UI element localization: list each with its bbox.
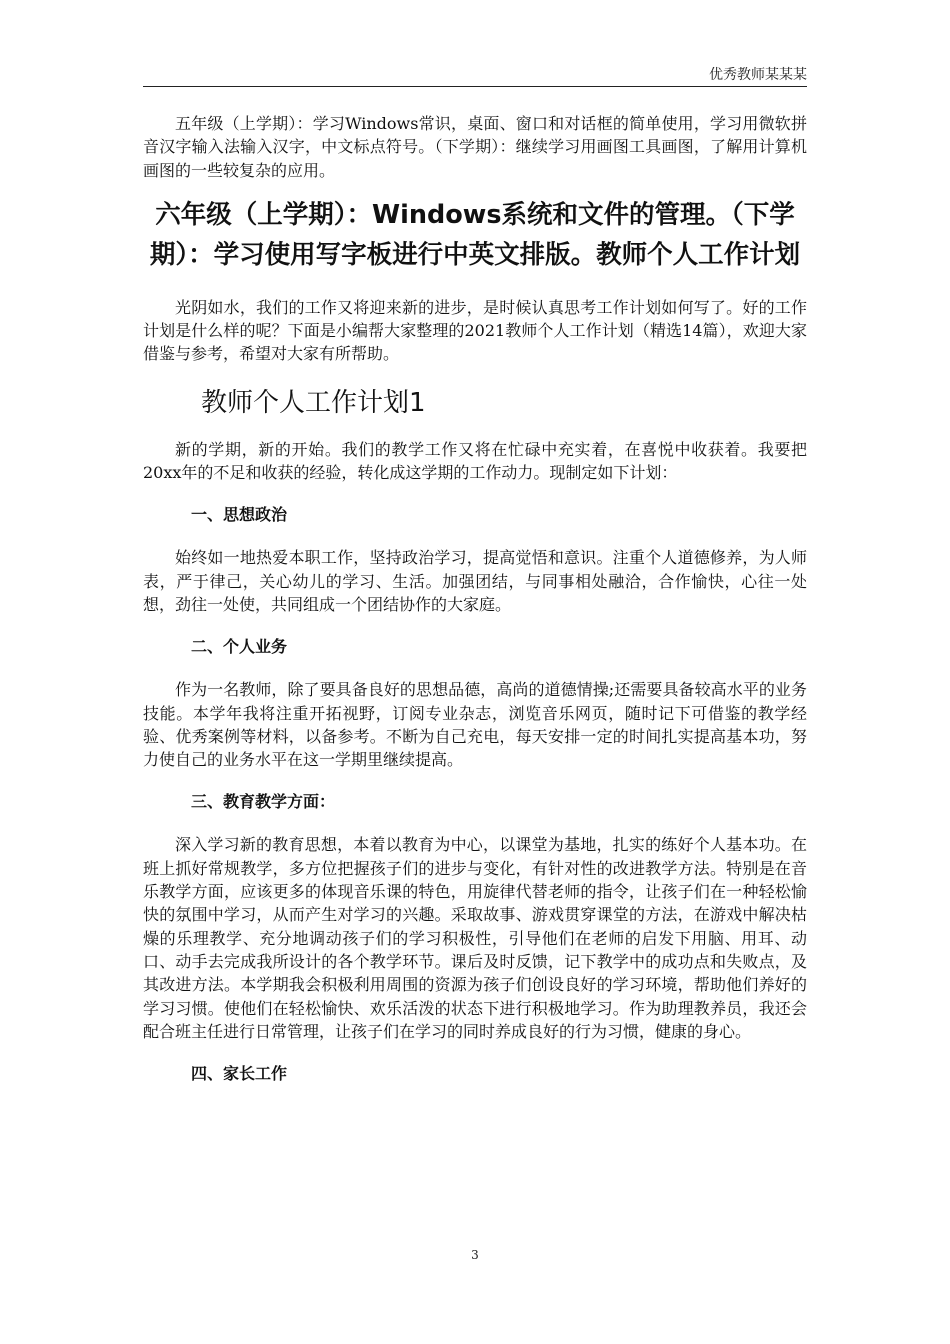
subheading-parents: 四、家长工作 xyxy=(191,1064,288,1084)
section-title: 教师个人工作计划1 xyxy=(201,387,426,418)
subheading-business: 二、个人业务 xyxy=(191,637,288,657)
subheading-politics: 一、思想政治 xyxy=(191,505,288,525)
paragraph-grade-five: 五年级（上学期）：学习Windows常识，桌面、窗口和对话框的简单使用，学习用微软拼音汉字输入法输入汉字，中文标点符号。（下学期）：继续学习用画图工具画图，了解用计算机画图的一些较复杂的应用。 xyxy=(143,114,807,180)
main-heading xyxy=(143,195,807,275)
paragraph-intro: 光阴如水，我们的工作又将迎来新的进步，是时候认真思考工作计划如何写了。好的工作计划是什么样的呢？下面是小编帮大家整理的2021教师个人工作计划（精选14篇），欢迎大家借鉴与参考，希望对大家有所帮助。 xyxy=(143,297,807,364)
subheading-teaching: 三、教育教学方面： xyxy=(191,792,336,812)
page-header xyxy=(143,64,807,87)
paragraph-business: 作为一名教师，除了要具备良好的思想品德，高尚的道德情操;还需要具备较高水平的业务技能。本学年我将注重开拓视野，订阅专业杂志，浏览音乐网页，随时记下可借鉴的教学经验、优秀案例等材料，以备参考。不断为自己充电，每天安排一定的时间扎实提高基本功，努力使自己的业务水平在这一学期里继续提高。 xyxy=(143,680,807,770)
paragraph-teaching: 深入学习新的教育思想，本着以教育为中心，以课堂为基地，扎实的练好个人基本功。在班上抓好常规教学，多方位把握孩子们的进步与变化，有针对性的改进教学方法。特别是在音乐教学方面，应该更多的体现音乐课的特色，用旋律代替老师的指令，让孩子们在一种轻松愉快的氛围中学习，从而产生对学习的兴趣。采取故事、游戏贯穿课堂的方法，在游戏中解决枯燥的乐理教学、充分地调动孩子们的学习积极性，引导他们在老师的启发下用脑、用耳、动口、动手去完成我所设计的各个教学环节。课后及时反馈，记下教学中的成功点和失败点，及其改进方法。本学期我会积极利用周围的资源为孩子们创设良好的学习环境，帮助他们养好的学习习惯。使他们在轻松愉快、欢乐活泼的状态下进行积极地学习。作为助理教养员，我还会配合班主任进行日常管理，让孩子们在学习的同时养成良好的行为习惯，健康的身心。 xyxy=(143,835,807,1041)
paragraph-plan-intro: 新的学期，新的开始。我们的教学工作又将在忙碌中充实着，在喜悦中收获着。我要把20xx年的不足和收获的经验，转化成这学期的工作动力。现制定如下计划： xyxy=(143,439,807,483)
paragraph-politics: 始终如一地热爱本职工作，坚持政治学习，提高觉悟和意识。注重个人道德修养，为人师表，严于律己，关心幼儿的学习、生活。加强团结，与同事相处融洽，合作愉快，心往一处想，劲往一处使，共同组成一个团结协作的大家庭。 xyxy=(143,548,807,614)
main-heading-text: 六年级（上学期）：Windows系统和文件的管理。（下学期）：学习使用写字板进行中英文排版。教师个人工作计划 xyxy=(149,199,801,270)
page-content xyxy=(143,112,807,1086)
page-number: 3 xyxy=(471,1248,479,1262)
header-text: 优秀教师某某某 xyxy=(709,67,807,83)
